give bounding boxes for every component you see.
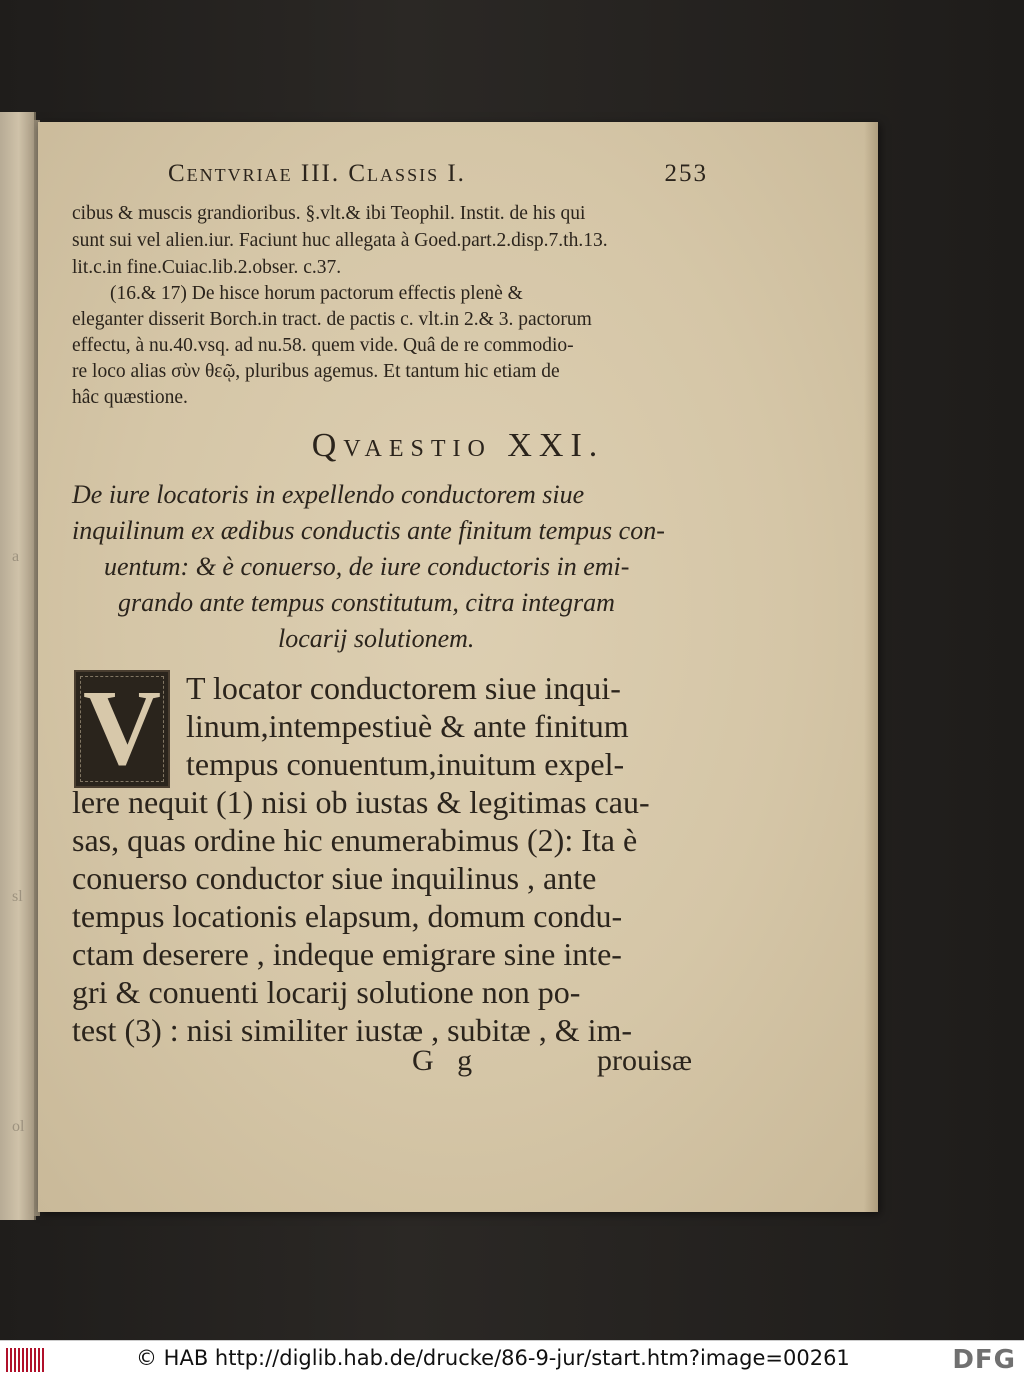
text-line: sunt sui vel alien.iur. Faciunt huc allegata à Goed.part.2.disp.7.th.13.: [72, 230, 608, 251]
page-number: 253: [664, 160, 708, 187]
left-page-edge: [0, 112, 36, 1220]
question-title-line: locarij solutionem.: [278, 624, 475, 653]
body-line: conuerso conductor siue inquilinus , ante: [72, 860, 597, 896]
body-line: tempus locationis elapsum, domum condu-: [72, 898, 623, 934]
copyright-link[interactable]: © HAB http://diglib.hab.de/drucke/86-9-jur/start.htm?image=00261: [136, 1346, 850, 1370]
text-line: effectu, à nu.40.vsq. ad nu.58. quem vide. Quâ de re commodio-: [72, 335, 574, 356]
viewer-footer: [0, 1340, 1024, 1379]
body-line: ctam deserere , indeque emigrare sine inte-: [72, 936, 622, 972]
question-heading: Qvaestio XXI.: [311, 427, 605, 464]
body-line: test (3) : nisi similiter iustæ , subitæ , & im-: [72, 1012, 633, 1048]
body-line: lere nequit (1) nisi ob iustas & legitimas cau-: [72, 784, 650, 820]
text-line: (16.& 17) De hisce horum pactorum effectis plenè &: [110, 283, 523, 304]
text-line: lit.c.in fine.Cuiac.lib.2.obser. c.37.: [72, 257, 342, 278]
body-line: tempus conuentum,inuitum expel-: [186, 746, 625, 782]
left-page-mark: ol: [12, 1118, 25, 1135]
question-title-line: grando ante tempus constitutum, citra integram: [118, 588, 615, 617]
left-page-mark: sl: [12, 888, 23, 905]
running-head: [168, 160, 708, 196]
text-line: hâc quæstione.: [72, 387, 188, 408]
question-title-line: De iure locatoris in expellendo conductorem siue: [72, 480, 585, 509]
decorated-initial: V: [74, 670, 170, 788]
catchword: prouisæ: [596, 1044, 692, 1077]
text-line: cibus & muscis grandioribus. §.vlt.& ibi Teophil. Instit. de his qui: [72, 203, 586, 224]
body-line: sas, quas ordine hic enumerabimus (2): Ita è: [72, 822, 638, 858]
body-line: gri & conuenti locarij solutione non po-: [72, 974, 581, 1010]
signature-mark: G g: [412, 1044, 481, 1077]
book-page: [38, 122, 878, 1212]
body-line: T locator conductorem siue inqui-: [186, 670, 621, 706]
running-head-title: Centvriae III. Classis I.: [168, 160, 466, 187]
page-foot: [72, 1044, 692, 1084]
dfg-logo: DFG: [952, 1345, 1016, 1375]
question-title-line: inquilinum ex ædibus conductis ante finitum tempus con-: [72, 516, 665, 545]
text-line: re loco alias σὺν θεῷ, pluribus agemus. Et tantum hic etiam de: [72, 361, 560, 382]
text-line: eleganter disserit Borch.in tract. de pactis c. vlt.in 2.& 3. pactorum: [72, 309, 592, 330]
left-page-mark: a: [12, 548, 20, 565]
question-title-line: uentum: & è conuerso, de iure conductoris in emi-: [104, 552, 630, 581]
body-line: linum,intempestiuè & ante finitum: [186, 708, 629, 744]
hab-barcode-logo-icon: [6, 1348, 46, 1372]
